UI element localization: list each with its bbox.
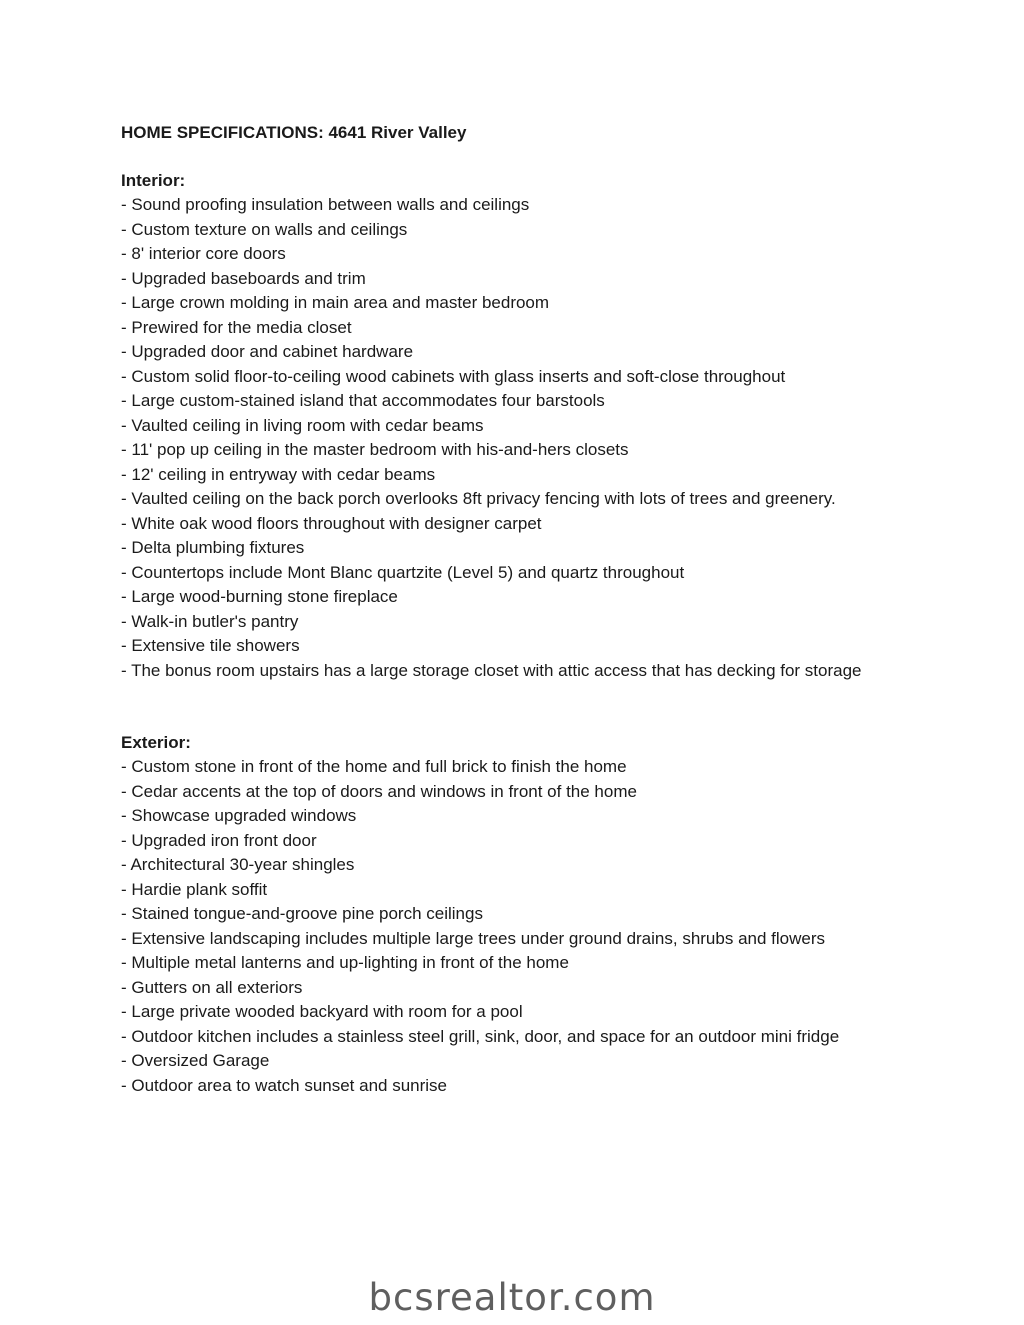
interior-heading: Interior: [121, 171, 186, 190]
spec-list-item: - Vaulted ceiling on the back porch overlooks 8ft privacy fencing with lots of trees and greenery. [121, 489, 836, 508]
spec-list-item: - 11' pop up ceiling in the master bedroom with his-and-hers closets [121, 440, 629, 459]
spec-list-item: - Walk-in butler's pantry [121, 611, 299, 631]
spec-list-item: - Hardie plank soffit [121, 879, 268, 899]
spec-list-item: - Delta plumbing fixtures [121, 538, 305, 557]
spec-list-item: - Prewired for the media closet [121, 317, 352, 337]
exterior-spec-list [121, 755, 921, 1098]
spec-list-item: - 12' ceiling in entryway with cedar beams [121, 464, 436, 484]
spec-list-item: - 8' interior core doors [121, 244, 286, 263]
document-page [121, 121, 921, 1098]
spec-list-item: - Oversized Garage [121, 1051, 270, 1070]
spec-list-item: - Large private wooded backyard with room for a pool [121, 1002, 523, 1021]
spec-list-item: - Custom solid floor-to-ceiling wood cabinets with glass inserts and soft-close throughout [121, 366, 786, 386]
spec-list-item: - Extensive landscaping includes multiple large trees under ground drains, shrubs and flowers [121, 928, 825, 948]
spec-list-item: - Outdoor area to watch sunset and sunrise [121, 1075, 448, 1095]
spec-list-item: - Architectural 30-year shingles [121, 855, 355, 874]
spec-list-item: - Large crown molding in main area and master bedroom [121, 293, 550, 312]
spec-list-item: - Vaulted ceiling in living room with cedar beams [121, 415, 484, 435]
spec-list-item: - Stained tongue-and-groove pine porch ceilings [121, 904, 483, 923]
spec-list-item: - Extensive tile showers [121, 636, 300, 655]
spec-list-item: - Sound proofing insulation between walls and ceilings [121, 195, 530, 214]
spec-list-item: - Upgraded baseboards and trim [121, 268, 366, 288]
spec-list-item: - Cedar accents at the top of doors and windows in front of the home [121, 781, 637, 801]
spec-list-item: - The bonus room upstairs has a large storage closet with attic access that has decking for storage [121, 660, 862, 680]
spec-list-item: - Custom stone in front of the home and full brick to finish the home [121, 757, 627, 776]
spec-list-item: - Upgraded door and cabinet hardware [121, 342, 414, 361]
spec-list-item: - Upgraded iron front door [121, 830, 317, 850]
spec-list-item: - White oak wood floors throughout with designer carpet [121, 513, 542, 533]
spec-list-item: - Gutters on all exteriors [121, 977, 303, 997]
document-title: HOME SPECIFICATIONS: 4641 River Valley [121, 123, 467, 142]
spec-list-item: - Showcase upgraded windows [121, 806, 357, 825]
spec-list-item: - Large wood-burning stone fireplace [121, 587, 398, 606]
spec-list-item: - Multiple metal lanterns and up-lighting in front of the home [121, 953, 569, 972]
spec-list-item: - Outdoor kitchen includes a stainless steel grill, sink, door, and space for an outdoor mini fridge [121, 1026, 840, 1046]
interior-spec-list [121, 193, 921, 683]
spec-list-item: - Large custom-stained island that accommodates four barstools [121, 391, 605, 410]
spec-list-item: - Countertops include Mont Blanc quartzite (Level 5) and quartz throughout [121, 562, 685, 582]
exterior-heading: Exterior: [121, 733, 191, 752]
watermark-logo: bcsrealtor.com [368, 1276, 656, 1319]
spec-list-item: - Custom texture on walls and ceilings [121, 219, 408, 239]
